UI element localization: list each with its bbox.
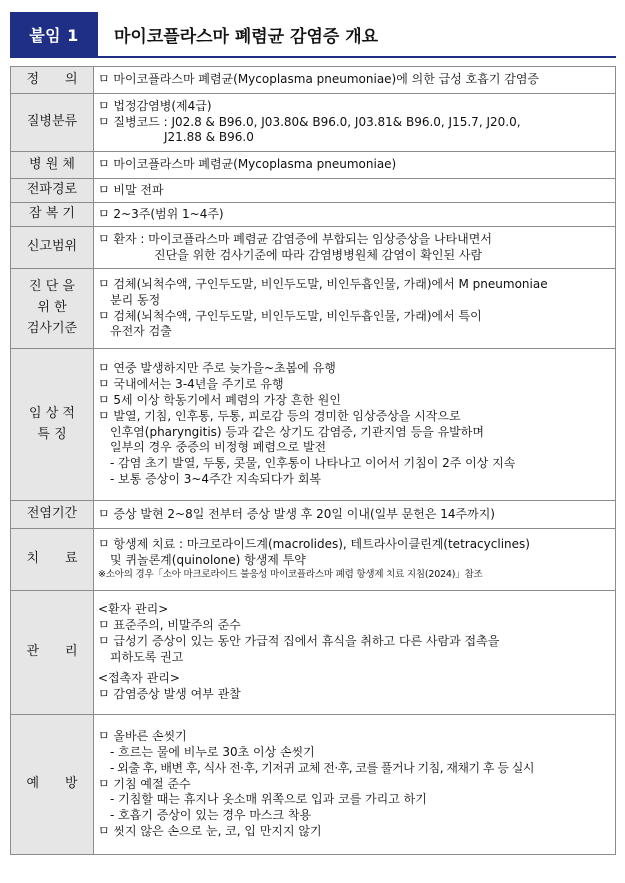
content-diagnosis <box>94 269 616 349</box>
clinical-line: ㅁ 발열, 기침, 인후통, 두통, 피로감 등의 경미한 임상증상을 시작으로 <box>98 408 461 423</box>
content-management <box>94 591 616 715</box>
clinical-line: ㅁ 5세 이상 학동기에서 폐렴의 가장 흔한 원인 <box>98 392 341 407</box>
label-clinical-line: 임 상 적 <box>29 405 75 421</box>
label-diagnosis-line: 위 한 <box>37 300 67 316</box>
prevention-line: - 흐르는 물에 비누로 30초 이상 손씻기 <box>110 744 315 759</box>
clinical-line: - 감염 초기 발열, 두통, 콧물, 인후통이 나타나고 이어서 기침이 2주 이상 지속 <box>110 456 516 471</box>
section-header <box>10 12 616 58</box>
pathogen-text: ㅁ 마이코플라스마 폐렴균(Mycoplasma pneumoniae) <box>98 157 397 172</box>
treatment-note: ※소아의 경우「소아 마크로라이드 불응성 마이코플라스마 폐렴 항생제 치료 지침(2024)」참조 <box>98 569 483 581</box>
content-transmission <box>94 179 616 203</box>
row-management <box>11 591 616 715</box>
clinical-line: 일부의 경우 중증의 비정형 폐렴으로 발전 <box>110 440 327 455</box>
label-prevention: 예 방 <box>11 715 94 855</box>
diagnosis-line: 분리 동정 <box>110 292 161 307</box>
overview-table <box>10 66 616 855</box>
prevention-line: ㅁ 올바른 손씻기 <box>98 729 187 744</box>
management-line: ㅁ 표준주의, 비말주의 준수 <box>98 617 241 632</box>
prevention-line: ㅁ 씻지 않은 손으로 눈, 코, 입 만지지 않기 <box>98 824 322 839</box>
label-definition: 정 의 <box>11 67 94 94</box>
management-line: ㅁ 급성기 증상이 있는 동안 가급적 집에서 휴식을 취하고 다른 사람과 접촉을 <box>98 633 500 648</box>
row-transmission <box>11 179 616 203</box>
content-contagious <box>94 501 616 529</box>
clinical-line: ㅁ 국내에서는 3-4년을 주기로 유행 <box>98 377 284 392</box>
row-definition <box>11 67 616 94</box>
row-pathogen <box>11 152 616 179</box>
row-classification <box>11 94 616 152</box>
clinical-line: ㅁ 연중 발생하지만 주로 늦가을~초봄에 유행 <box>98 361 336 376</box>
label-classification: 질병분류 <box>11 94 94 152</box>
management-line: ㅁ 감염증상 발생 여부 관찰 <box>98 687 241 702</box>
row-diagnosis <box>11 269 616 349</box>
diagnosis-line: ㅁ 검체(뇌척수액, 구인두도말, 비인두도말, 비인두흡인물, 가래)에서 특이 <box>98 308 482 323</box>
label-diagnosis-line: 검사기준 <box>26 320 78 336</box>
prevention-line: ㅁ 기침 예절 준수 <box>98 776 191 791</box>
prevention-line: - 기침할 때는 휴지나 옷소매 위쪽으로 입과 코를 가리고 하기 <box>110 792 427 807</box>
contagious-text: ㅁ 증상 발현 2~8일 전부터 증상 발생 후 20일 이내(일부 문헌은 14주까지) <box>98 506 495 521</box>
content-clinical <box>94 349 616 501</box>
label-diagnosis-line: 진 단 을 <box>29 279 75 295</box>
prevention-line: - 호흡기 증상이 있는 경우 마스크 착용 <box>110 808 312 823</box>
classification-line: ㅁ 질병코드 : J02.8 & B96.0, J03.80& B96.0, J03.81& B96.0, J15.7, J20.0, <box>98 114 521 129</box>
label-transmission: 전파경로 <box>11 179 94 203</box>
incubation-text: ㅁ 2~3주(범위 1~4주) <box>98 206 224 221</box>
label-contagious: 전염기간 <box>11 501 94 529</box>
diagnosis-line: ㅁ 검체(뇌척수액, 구인두도말, 비인두도말, 비인두흡인물, 가래)에서 M pneumoniae <box>98 276 548 291</box>
row-treatment <box>11 529 616 591</box>
content-reporting <box>94 227 616 269</box>
label-clinical <box>11 349 94 501</box>
label-clinical-line: 특 징 <box>37 426 67 442</box>
reporting-line: 진단을 위한 검사기준에 따라 감염병병원체 감염이 확인된 사람 <box>154 247 483 262</box>
content-prevention <box>94 715 616 855</box>
content-incubation <box>94 203 616 227</box>
label-management: 관 리 <box>11 591 94 715</box>
label-diagnosis <box>11 269 94 349</box>
row-clinical <box>11 349 616 501</box>
content-definition <box>94 67 616 94</box>
label-treatment: 치 료 <box>11 529 94 591</box>
row-prevention <box>11 715 616 855</box>
treatment-line: ㅁ 항생제 치료 : 마크로라이드계(macrolides), 테트라사이클린계(tetracyclines) <box>98 537 530 552</box>
diagnosis-line: 유전자 검출 <box>110 324 172 339</box>
classification-line: J21.88 & B96.0 <box>164 130 254 145</box>
page-title: 마이코플라스마 폐렴균 감염증 개요 <box>114 26 379 47</box>
definition-text: ㅁ 마이코플라스마 폐렴균(Mycoplasma pneumoniae)에 의한 급성 호흡기 감염증 <box>98 72 540 87</box>
reporting-line: ㅁ 환자 : 마이코플라스마 폐렴균 감염증에 부합되는 임상증상을 나타내면서 <box>98 231 492 246</box>
treatment-line: 및 퀴놀론계(quinolone) 항생제 투약 <box>110 553 306 568</box>
prevention-line: - 외출 후, 배변 후, 식사 전·후, 기저귀 교체 전·후, 코를 풀거나 기침, 재채기 후 등 실시 <box>110 760 534 775</box>
label-reporting: 신고범위 <box>11 227 94 269</box>
label-pathogen: 병 원 체 <box>11 152 94 179</box>
clinical-line: 인후염(pharyngitis) 등과 같은 상기도 감염증, 기관지염 등을 유발하며 <box>110 424 484 439</box>
label-incubation: 잠 복 기 <box>11 203 94 227</box>
content-treatment <box>94 529 616 591</box>
content-pathogen <box>94 152 616 179</box>
row-incubation <box>11 203 616 227</box>
management-heading: <접촉자 관리> <box>98 671 180 686</box>
row-reporting <box>11 227 616 269</box>
management-line: 피하도록 권고 <box>110 649 184 664</box>
appendix-badge: 붙임 1 <box>10 12 98 56</box>
classification-line: ㅁ 법정감염병(제4급) <box>98 98 212 113</box>
management-heading: <환자 관리> <box>98 602 169 617</box>
row-contagious <box>11 501 616 529</box>
transmission-text: ㅁ 비말 전파 <box>98 182 164 197</box>
content-classification <box>94 94 616 152</box>
clinical-line: - 보통 증상이 3~4주간 지속되다가 회복 <box>110 471 322 486</box>
